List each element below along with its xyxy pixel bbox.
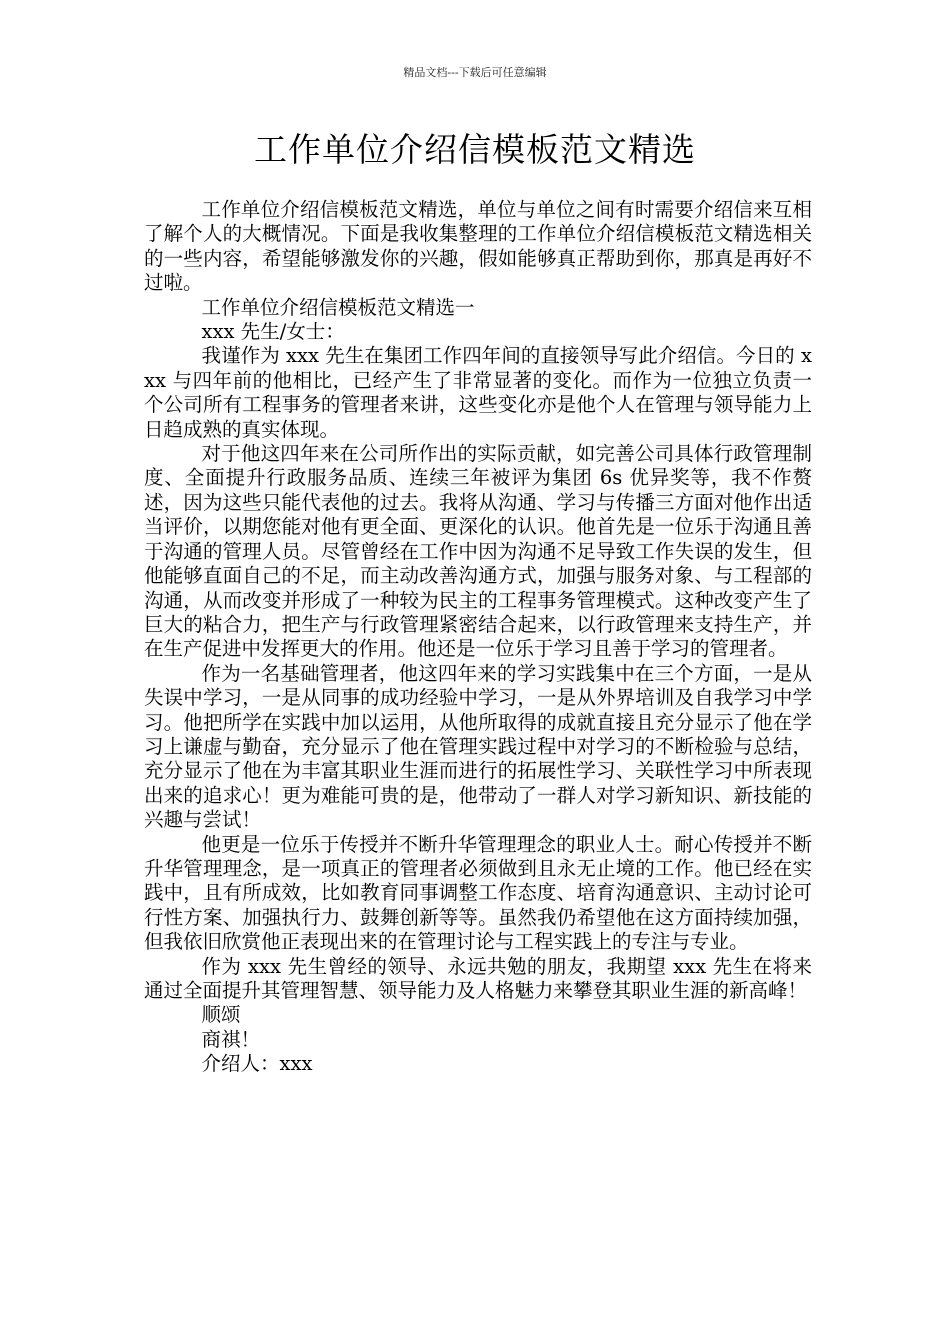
body-paragraph: 他更是一位乐于传授并不断升华管理理念的职业人士。耐心传授并不断升华管理理念，是一项真正的管理者必须做到且永无止境的工作。他已经在实践中，且有所成效，比如教育同事调整工作态度、培育沟通意识、主动讨论可行性方案、加强执行力、鼓舞创新等等。虽然我仍希望他在这方面持续加强，但我依旧欣赏他正表现出来的在管理讨论与工程实践上的专注与专业。 bbox=[144, 832, 812, 954]
document-title: 工作单位介绍信模板范文精选 bbox=[254, 130, 696, 169]
section-heading: 工作单位介绍信模板范文精选一 bbox=[201, 295, 475, 319]
closing-line: 商祺！ bbox=[201, 1027, 261, 1051]
document-body bbox=[144, 198, 812, 1077]
intro-paragraph: 工作单位介绍信模板范文精选，单位与单位之间有时需要介绍信来互相了解个人的大概情况。下面是我收集整理的工作单位介绍信模板范文精选相关的一些内容，希望能够激发你的兴趣，假如能够真正帮助到你，那真是再好不过啦。 bbox=[144, 198, 812, 295]
body-paragraph: 作为 xxx 先生曾经的领导、永远共勉的朋友，我期望 xxx 先生在将来通过全面提升其管理智慧、领导能力及人格魅力来攀登其职业生涯的新高峰！ bbox=[144, 954, 812, 1002]
salutation: xxx 先生/女士： bbox=[201, 320, 345, 344]
body-paragraph: 对于他这四年来在公司所作出的实际贡献，如完善公司具体行政管理制度、全面提升行政服务品质、连续三年被评为集团 6s 优异奖等，我不作赘述，因为这些只能代表他的过去。我将从沟通、学习与传播三方面对他作出适当评价，以期您能对他有更全面、更深化的认识。他首先是一位乐于沟通且善于沟通的管理人员。尽管曾经在工作中因为沟通不足导致工作失误的发生，但他能够直面自己的不足，而主动改善沟通方式，加强与服务对象、与工程部的沟通，从而改变并形成了一种较为民主的工程事务管理模式。这种改变产生了巨大的粘合力，把生产与行政管理紧密结合起来，以行政管理来支持生产，并在生产促进中发挥更大的作用。他还是一位乐于学习且善于学习的管理者。 bbox=[144, 442, 812, 661]
page-header: 精品文档---下载后可任意编辑 bbox=[403, 66, 547, 79]
body-paragraph: 我谨作为 xxx 先生在集团工作四年间的直接领导写此介绍信。今日的 xxx 与四年前的他相比，已经产生了非常显著的变化。而作为一位独立负责一个公司所有工程事务的管理者来讲，这些变化亦是他个人在管理与领导能力上日趋成熟的真实体现。 bbox=[144, 344, 812, 441]
signature-line: 介绍人：xxx bbox=[201, 1052, 313, 1076]
closing-line: 顺颂 bbox=[201, 1003, 241, 1027]
body-paragraph: 作为一名基础管理者，他这四年来的学习实践集中在三个方面，一是从失误中学习，一是从同事的成功经验中学习，一是从外界培训及自我学习中学习。他把所学在实践中加以运用，从他所取得的成就直接且充分显示了他在学习上谦虚与勤奋，充分显示了他在管理实践过程中对学习的不断检验与总结，充分显示了他在为丰富其职业生涯而进行的拓展性学习、关联性学习中所表现出来的追求心！更为难能可贵的是，他带动了一群人对学习新知识、新技能的兴趣与尝试！ bbox=[144, 661, 812, 832]
